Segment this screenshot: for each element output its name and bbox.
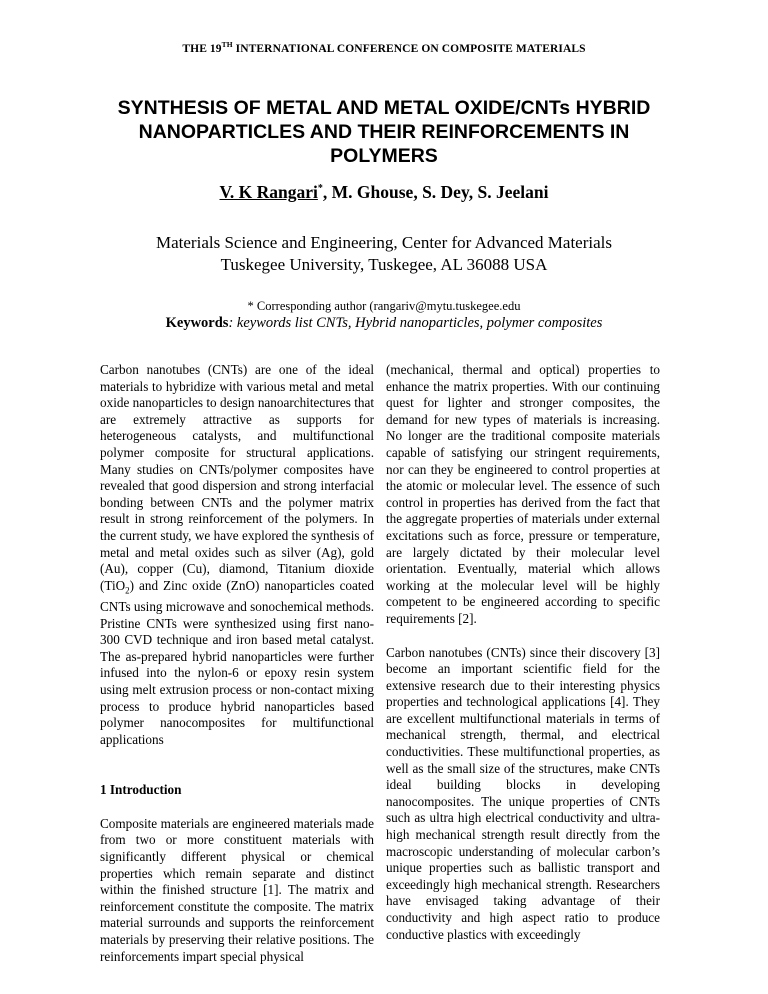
left-column [100, 362, 374, 965]
author-list [0, 182, 768, 203]
affiliation-line-1: Materials Science and Engineering, Center for Advanced Materials [156, 233, 612, 252]
affiliation-line-2: Tuskegee University, Tuskegee, AL 36088 USA [220, 255, 548, 274]
affiliation [0, 232, 768, 276]
keywords-label: Keywords [165, 315, 229, 331]
running-head-superscript: TH [221, 40, 233, 49]
running-head [0, 40, 768, 55]
running-head-prefix: THE 19 [182, 42, 222, 55]
corresponding-author-marker: * [317, 183, 323, 195]
running-head-suffix: INTERNATIONAL CONFERENCE ON COMPOSITE MATERIALS [232, 42, 586, 55]
abstract-subscript: 2 [125, 585, 130, 596]
section-heading-introduction: 1 Introduction [100, 782, 182, 798]
corresponding-author-name: V. K Rangari [219, 182, 318, 202]
corresponding-author-note: * Corresponding author (rangariv@mytu.tuskegee.edu [247, 299, 521, 313]
abstract-paragraph [100, 362, 374, 748]
title-line-1: SYNTHESIS OF METAL AND METAL OXIDE/CNTs HYBRID [117, 97, 651, 119]
co-authors: , M. Ghouse, S. Dey, S. Jeelani [322, 182, 549, 202]
right-paragraph-2: Carbon nanotubes (CNTs) since their discovery [3] become an important scientific field for the extensive research due to their interesting physics properties and technological applications [4]. They are excellent multifunctional materials in terms of mechanical strength, thermal, and electrical conductivities. These multifunctional properties, as well as the small size of the structures, make CNTs ideal building blocks in developing nanocomposites. The unique properties of CNTs such as ultra high electrical conductivity and ultra-high mechanical strength result directly from the macroscopic understanding of molecular carbon’s unique properties such as ballistic transport and exceedingly high mechanical strength. Researchers have envisaged taking advantage of their conductivity and high aspect ratio to produce conductive plastics with exceedingly [386, 644, 660, 942]
introduction-paragraph: Composite materials are engineered materials made from two or more constituent materials with significantly different physical or chemical properties which remain separate and distinct within the finished structure [1]. The matrix and reinforcement constitute the composite. The matrix material surrounds and supports the reinforcement materials by preserving their relative positions. The reinforcements impart special physical [100, 815, 374, 964]
abstract-text-b: ) and Zinc oxide (ZnO) nanoparticles coated CNTs using microwave and sonochemical methods. Pristine CNTs were synthesized using first nano-300 CVD technique and iron based metal catalyst. The as-prepared hybrid nanoparticles were further infused into the nylon-6 or epoxy resin system using melt extrusion process or non-contact mixing process to produce hybrid nanoparticles based polymer nanocomposites for multifunctional applications [100, 577, 374, 747]
abstract-text-a: Carbon nanotubes (CNTs) are one of the ideal materials to hybridize with various metal and metal oxide nanoparticles to design nanoarchitectures that are extremely attractive as supports for heterogeneous catalysts, and multifunctional polymer composite for structural applications. Many studies on CNTs/polymer composites have revealed that good dispersion and strong interfacial bonding between CNTs and the polymer matrix result in strong reinforcement of the polymers. In the current study, we have explored the synthesis of metal and metal oxides such as silver (Ag), gold (Au), copper (Cu), diamond, Titanium dioxide (TiO [100, 362, 374, 593]
title-line-3: POLYMERS [330, 145, 438, 167]
keywords-list: : keywords list CNTs, Hybrid nanoparticles, polymer composites [228, 315, 603, 331]
paper-title [84, 96, 684, 168]
right-paragraph-1: (mechanical, thermal and optical) properties to enhance the matrix properties. With our continuing quest for lighter and stronger composites, the demand for new types of materials is increasing. No longer are the traditional composite materials capable of satisfying our stringent requirements, nor can they be engineered to control properties at the atomic or molecular level. The essence of such control in properties has derived from the fact that the aggregate properties of materials under external excitations such as force, pressure or temperature, are largely dictated by their molecular level orientation. Eventually, material which allows working at the molecular level will be highly competent to be engineered according to specific requirements [2]. [386, 362, 660, 626]
right-column [386, 362, 660, 943]
title-line-2: NANOPARTICLES AND THEIR REINFORCEMENTS IN [138, 121, 630, 143]
keywords [0, 315, 768, 332]
